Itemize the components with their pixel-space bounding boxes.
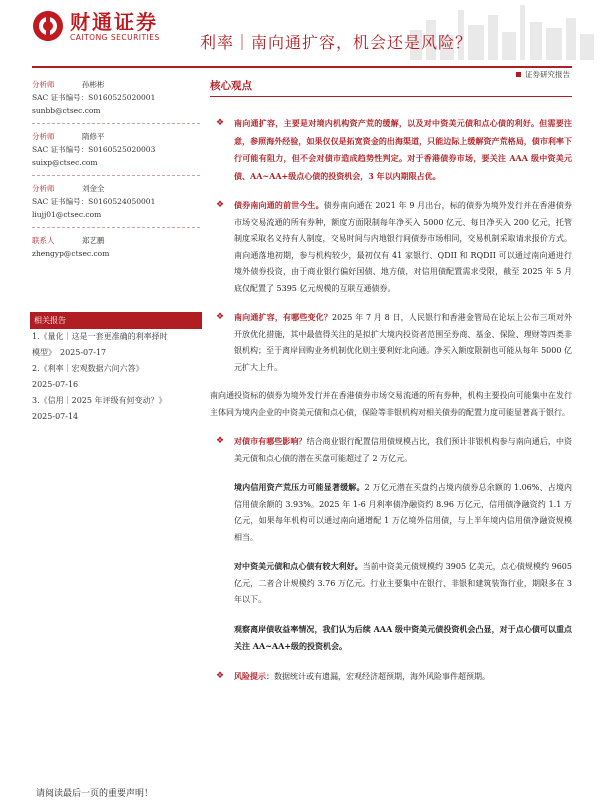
square-bullet-icon (516, 72, 521, 77)
analyst-role: 分析师 (32, 132, 55, 141)
paragraph-summary: ❖ 南向通扩容，主要是对境内机构资产荒的缓解，以及对中资美元债和点心债的利好。但需要注意，参照海外经验，如果仅仅是拓宽资金的出海渠道，只能边际上缓解资产荒格局，债市利率下行可能有阻力，但不会对债市造成趋势性判定。对于香港债券市场，要关注 AAA 级中资美元债、AA~AA+级点心债的投资机会，3 年以内期限占优。 (210, 115, 572, 185)
diamond-bullet-icon: ❖ (216, 312, 225, 322)
analyst-role: 分析师 (32, 184, 55, 193)
contact-role: 联系人 (32, 236, 55, 245)
analyst-email[interactable]: suixp@ctsec.com (32, 158, 98, 167)
header-divider (32, 66, 572, 68)
analyst-name: 刘金全 (82, 184, 105, 193)
analyst-email[interactable]: sunbb@ctsec.com (32, 106, 101, 115)
caitong-logo-icon (32, 10, 64, 42)
disclaimer-note: 请阅读最后一页的重要声明！ (36, 789, 154, 799)
paragraph-dollar-bonds: 对中资美元债和点心债有较大利好。当前中资美元债规模约 3905 亿美元，点心债规模约 9605 亿元，二者合计规模约 3.76 万亿元。行业主要集中在银行、非银和建筑装饰行业，期限多在 3 年以下。 (234, 561, 572, 604)
paragraph-outlook: 观察离岸债收益率情况，我们认为后续 AAA 级中资美元债投资机会凸显，对于点心债可以重点关注 AA~AA+级的投资机会。 (234, 623, 572, 651)
report-type-text: 证券研究报告 (525, 70, 570, 79)
related-reports (30, 312, 202, 425)
analyst-sidebar (32, 72, 200, 260)
logo-english-text: CAITONG SECURITIES (70, 32, 160, 42)
company-logo (32, 10, 160, 42)
paragraph-targets: 南向通投资标的债券为境外发行并在香港债券市场交易流通的所有券种，机构主要投向可能集中在发行主体同为境内企业的中资美元债和点心债，保险等非银机构对相关债券的配置力度可能显著高于银行。 (210, 391, 572, 417)
core-viewpoints-heading: 核心观点 (210, 80, 252, 92)
contact-block (32, 234, 200, 260)
diamond-bullet-icon: ❖ (216, 670, 225, 681)
analyst-block (32, 182, 200, 228)
paragraph-history: ❖ 债券南向通的前世今生。债券南向通在 2021 年 9 月出台，标的债券为境外发行并在香港债券市场交易流通的所有券种，额度方面限制每年净买入 5000 亿元、每日净买入 200 亿元，托管制度采取名义持有人制度，交易时间与内地银行间债券市场相同，交易机制采取请求报价方式。南向通落地初期，参与机构较少，最初仅有 41 家银行、QDII 和 RQDII 可以通过南向通进行境外债券投资，由于商业银行偏好国债、地方债，对信用债配置需求受限，截至 2025 年 5 月底仅配置了 5395 亿元规模的互联互通债券。 (210, 197, 572, 297)
page-header (0, 0, 600, 60)
paragraph-credit-relief: 境内信用资产荒压力可能显著缓解。2 万亿元潜在买盘约占境内债券总余额的 1.06%、占境内信用债余额的 3.93%。2025 年 1-6 月利率债净融资约 8.96 万亿元，信用债净融资约 1.1 万亿元，如果每年机构可以通过南向通增配 1 万亿境外信用债，与上半年境内信用债净融资规模相当。 (234, 482, 573, 542)
diamond-bullet-icon: ❖ (216, 200, 225, 210)
analyst-email[interactable]: liujj01@ctsec.com (32, 210, 102, 219)
logo-chinese-text: 财通证券 (70, 9, 158, 34)
paragraph-risk: ❖ 风险提示：数据统计或有遗漏，宏观经济超预期，海外风险事件超预期。 (210, 668, 572, 686)
analyst-block (32, 78, 200, 124)
related-report-item[interactable]: 2.《利率｜宏观数据六问六答》 2025-07-16 (32, 364, 144, 389)
paragraph-expansion: ❖ 南向通扩容，有哪些变化？2025 年 7 月 8 日，人民银行和香港金管局在论坛上公布三项对外开放优化措施，其中最值得关注的是拟扩大境内投资者范围至券商、基金、保险、理财等四类非银机构；至于离岸回购业务机制优化则主要利好北向通。净买入额度限制也可能从每年 5000 亿元扩大上升。 (210, 309, 572, 376)
analyst-name: 孙彬彬 (82, 80, 105, 89)
analyst-block (32, 130, 200, 176)
contact-email[interactable]: zhengyp@ctsec.com (32, 249, 110, 258)
contact-name: 郑艺鹏 (82, 236, 105, 245)
analyst-name: 隋修平 (82, 132, 105, 141)
core-viewpoints (210, 78, 572, 685)
diamond-bullet-icon: ❖ (216, 436, 225, 446)
related-report-item[interactable]: 3.《信用｜2025 年评级有何变动？》 2025-07-14 (32, 396, 167, 421)
paragraph-impact: ❖ 对债市有哪些影响？结合商业银行配置信用债规模占比，我们预计非银机构参与南向通后，中资美元债和点心债的潜在买盘可能超过了 2 万亿元。 (210, 433, 572, 467)
analyst-cert: SAC 证书编号：S0160524050001 (32, 197, 156, 206)
diamond-bullet-icon: ❖ (216, 118, 225, 128)
analyst-cert: SAC 证书编号：S0160525020003 (32, 145, 156, 154)
related-report-item[interactable]: 1.《量化｜这是一套更准确的利率择时 模型》 2025-07-17 (32, 332, 168, 357)
report-title: 利率｜南向通扩容，机会还是风险？ (200, 33, 473, 52)
analyst-role: 分析师 (32, 80, 55, 89)
related-reports-heading: 相关报告 (30, 312, 202, 329)
analyst-cert: SAC 证书编号：S0160525020001 (32, 93, 156, 102)
